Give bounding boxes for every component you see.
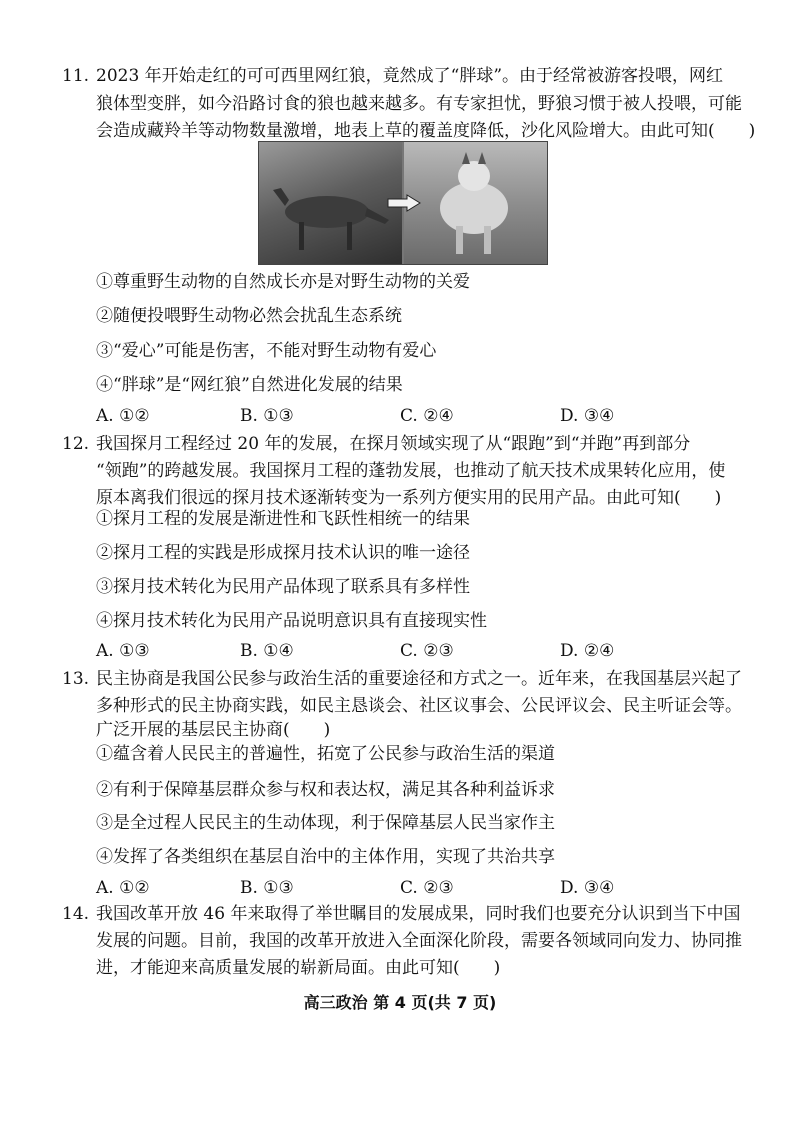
q11-number: 11.: [62, 66, 90, 86]
q11-choice-c[interactable]: C. ②④: [400, 406, 454, 426]
q13-choice-a[interactable]: A. ①②: [96, 878, 150, 898]
q13-item-4: ④发挥了各类组织在基层自治中的主体作用，实现了共治共享: [96, 847, 555, 867]
q14-stem-line-2: 发展的问题。目前，我国的改革开放进入全面深化阶段，需要各领域同向发力、协同推: [96, 931, 742, 951]
q13-stem-line-1: 民主协商是我国公民参与政治生活的重要途径和方式之一。近年来，在我国基层兴起了: [96, 669, 742, 689]
q12-choice-b[interactable]: B. ①④: [240, 641, 294, 661]
thin-wolf-photo: [259, 142, 402, 264]
q11-stem-line-3: 会造成藏羚羊等动物数量激增，地表上草的覆盖度降低，沙化风险增大。由此可知( ): [96, 121, 756, 141]
q12-item-3: ③探月技术转化为民用产品体现了联系具有多样性: [96, 577, 470, 597]
q12-item-4: ④探月技术转化为民用产品说明意识具有直接现实性: [96, 611, 487, 631]
q13-choice-c[interactable]: C. ②③: [400, 878, 454, 898]
q12-choice-d[interactable]: D. ②④: [560, 641, 615, 661]
q13-choice-b[interactable]: B. ①③: [240, 878, 294, 898]
q13-item-1: ①蕴含着人民民主的普遍性，拓宽了公民参与政治生活的渠道: [96, 744, 555, 764]
q13-item-3: ③是全过程人民民主的生动体现，利于保障基层人民当家作主: [96, 813, 555, 833]
wolf-comparison-photo: [258, 141, 548, 265]
fat-wolf-photo: [404, 142, 547, 264]
arrow-right-icon: [387, 194, 421, 212]
q13-number: 13.: [62, 669, 90, 689]
q13-stem-line-2: 多种形式的民主协商实践，如民主恳谈会、社区议事会、公民评议会、民主听证会等。: [96, 696, 742, 716]
q14-stem-line-3: 进，才能迎来高质量发展的崭新局面。由此可知( ): [96, 958, 501, 978]
q12-stem-line-3: 原本离我们很远的探月技术逐渐转变为一系列方便实用的民用产品。由此可知( ): [96, 488, 722, 508]
q12-stem-line-2: “领跑”的跨越发展。我国探月工程的蓬勃发展，也推动了航天技术成果转化应用，使: [96, 461, 726, 481]
q12-choice-a[interactable]: A. ①③: [96, 641, 150, 661]
q12-choice-c[interactable]: C. ②③: [400, 641, 454, 661]
q11-item-3: ③“爱心”可能是伤害，不能对野生动物有爱心: [96, 341, 437, 361]
q12-stem-line-1: 我国探月工程经过 20 年的发展，在探月领域实现了从“跟跑”到“并跑”再到部分: [96, 434, 691, 454]
q13-stem-line-3: 广泛开展的基层民主协商( ): [96, 720, 331, 740]
q11-item-1: ①尊重野生动物的自然成长亦是对野生动物的关爱: [96, 272, 470, 292]
q12-item-1: ①探月工程的发展是渐进性和飞跃性相统一的结果: [96, 509, 470, 529]
q11-item-4: ④“胖球”是“网红狼”自然进化发展的结果: [96, 375, 403, 395]
q11-item-2: ②随便投喂野生动物必然会扰乱生态系统: [96, 306, 402, 326]
q14-stem-line-1: 我国改革开放 46 年来取得了举世瞩目的发展成果，同时我们也要充分认识到当下中国: [96, 904, 741, 924]
q11-stem-line-1: 2023 年开始走红的可可西里网红狼，竟然成了“胖球”。由于经常被游客投喂，网红: [96, 66, 724, 86]
q11-choice-b[interactable]: B. ①③: [240, 406, 294, 426]
q11-stem-line-2: 狼体型变胖，如今沿路讨食的狼也越来越多。有专家担忧，野狼习惯于被人投喂，可能: [96, 94, 742, 114]
q14-number: 14.: [62, 904, 90, 924]
q12-item-2: ②探月工程的实践是形成探月技术认识的唯一途径: [96, 543, 470, 563]
q11-choice-d[interactable]: D. ③④: [560, 406, 615, 426]
page-footer: 高三政治 第 4 页(共 7 页): [303, 993, 497, 1012]
q12-number: 12.: [62, 434, 90, 454]
q13-choice-d[interactable]: D. ③④: [560, 878, 615, 898]
q13-item-2: ②有利于保障基层群众参与权和表达权，满足其各种利益诉求: [96, 780, 555, 800]
q11-choice-a[interactable]: A. ①②: [96, 406, 150, 426]
